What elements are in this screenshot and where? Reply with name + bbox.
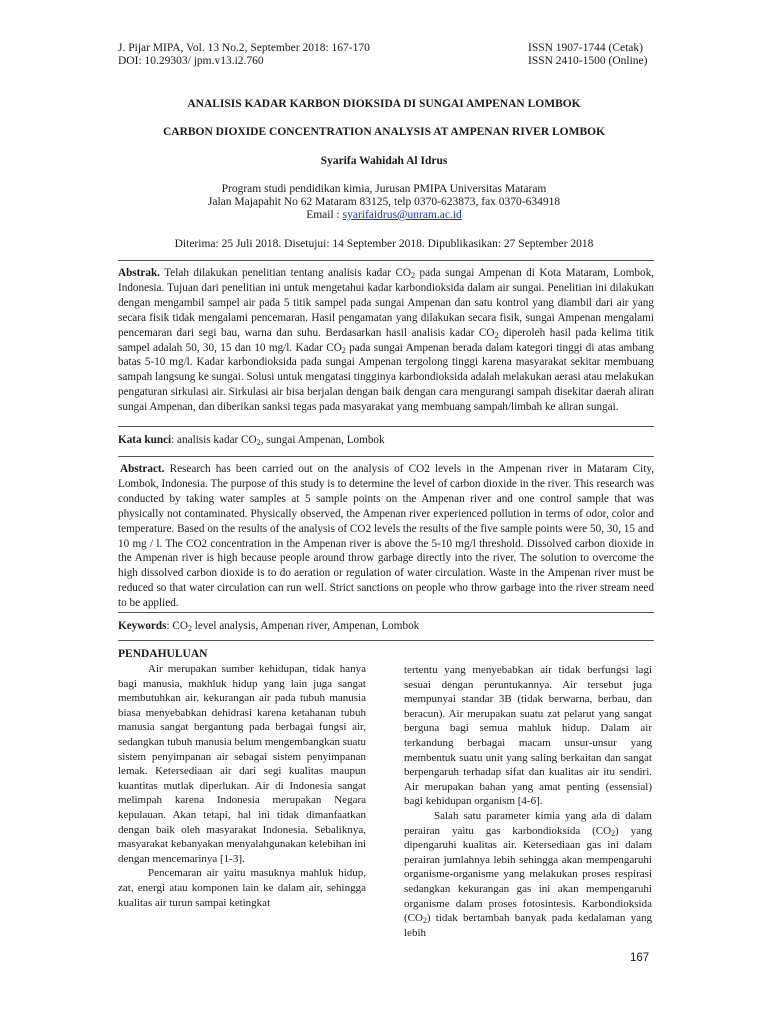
section-title: PENDAHULUAN — [118, 648, 208, 660]
body-column-right — [404, 663, 652, 940]
page-number: 167 — [630, 952, 650, 964]
issn-online: ISSN 2410-1500 (Online) — [528, 55, 648, 67]
journal-header-right — [528, 42, 647, 68]
issn-print: ISSN 1907-1744 (Cetak) — [528, 42, 643, 54]
divider — [118, 260, 654, 261]
journal-header-left — [118, 42, 370, 68]
journal-citation: J. Pijar MIPA, Vol. 13 No.2, September 2018: 167-170 — [118, 42, 370, 54]
email-line — [0, 209, 768, 221]
body-paragraph: tertentu yang menyebabkan air tidak berfungsi lagi sesuai dengan peruntukannya. Air tersebut juga mempunyai standar 3B (tidak berwarna, berbau, dan beracun). Air merupakan suatu zat pelarut yang sangat berguna bagi semua mahluk hidup. Dalam air terkandung berbagai macam unsur-unsur yang membentuk suatu unit yang saling berkaitan dan sangat berpengaruh terhadap sifat dan kualitas air itu sendiri. Air merupakan bahan yang amat penting (essensial) bagi kehidupan organism [4-6]. — [404, 664, 652, 808]
abstrak-paragraph: Abstrak. Telah dilakukan penelitian tentang analisis kadar $CO_2$ pada sungai Ampenan di Kota Mataram, Lombok, Indonesia. Tujuan dari penelitian ini untuk mengetahui kadar karbondioksida dalam air sungai. Penelitian ini dilakukan dengan mengambil sampel air pada 5 titik sampel pada sungai Ampenan dan satu kontrol yang diambil dari air yang secara fisik tidak mengalami pencemaran. Hasil pengamatan yang dilakukan secara fisik, sungai Ampenan mengalami pencemaran dari segi bau, warna dan suhu. Berdasarkan hasil analisis kadar $CO_2$ diperoleh hasil pada kelima titik sampel adalah 50, 30, 15 dan 10 mg/l. Kadar $CO_2$ pada sungai Ampenan berada dalam kategori tinggi di atas ambang batas 5-10 mg/l. Kadar karbondioksida pada sungai Ampenan tergolong tinggi karena masyarakat sekitar membuang sampah langsung ke sungai. Solusi untuk mengatasi tingginya karbondioksida adalah melakukan aerasi atau melakukan pengaturan sirkulasi air. Sirkulasi air bisa berjalan dengan baik dengan cara mengurangi sampah disekitar daerah aliran sungai Ampenan, dan diberikan sanksi tegas pada masyarakat yang membuang sampah/limbah ke aliran sungai. — [118, 267, 654, 414]
title-indonesian: ANALISIS KADAR KARBON DIOKSIDA DI SUNGAI AMPENAN LOMBOK — [187, 98, 581, 110]
abstrak-label: Abstrak. — [118, 267, 160, 279]
kata-kunci-label: Kata kunci — [118, 434, 172, 446]
divider — [118, 612, 654, 613]
dates-line: Diterima: 25 Juli 2018. Disetujui: 14 September 2018. Dipublikasikan: 27 September 2018 — [174, 238, 594, 250]
abstract-english-paragraph: Abstract. Research has been carried out on the analysis of CO2 levels in the Ampenan river in Mataram City, Lombok, Indonesia. The purpose of this study is to determine the level of carbon dioxide in the river. This research was conducted by taking water samples at 5 sample points on the Ampenan river and one control sample that was physically not contaminated. Physically observed, the Ampenan river experienced pollution in terms of odor, color and temperature. Based on the results of the analysis of CO2 levels the results of the five sample points were 50, 30, 15 and 10 mg / l. The CO2 concentration in the Ampenan river is above the 5-10 mg/l threshold. Dissolved carbon dioxide in the Ampenan river is high because people around throw garbage directly into the river. The solution to overcome the high dissolved carbon dioxide is to do aeration or regulation of water circulation. Waste in the Ampenan river must be reduced so that water circulation can run well. Strict sanctions on people who throw garbage into the river stream need to be applied. — [118, 463, 654, 610]
divider — [118, 640, 654, 641]
email-link[interactable]: syarifaidrus@unram.ac.id — [342, 209, 462, 221]
keywords-line: Keywords: $CO_2$ level analysis, Ampenan river, Ampenan, Lombok — [118, 620, 420, 634]
body-column-left — [118, 662, 366, 910]
kata-kunci-line: Kata kunci: analisis kadar $CO_2$, sungai Ampenan, Lombok — [118, 434, 385, 448]
divider — [118, 426, 654, 427]
body-paragraph: Air merupakan sumber kehidupan, tidak hanya bagi manusia, makhluk hidup yang lain juga sangat membutuhkan air. kekurangan air pada tubuh manusia biasa menyebabkan dehidrasi karena ketahanan tubuh manusia sangat bergantung pada berbagai fungsi air, sedangkan tubuh manusia belum mengembangkan suatu sistem penyimpanan air sebagai sistem penyimpanan lemak. Ketersediaan air dari segi kualitas maupun kuantitas mutlak diperlukan. Air di Indonesia sangat melimpah karena Indonesia merupakan Negara kepulauan. Akan tetapi, hal ini tidak dimanfaatkan dengan baik oleh masyarakat Indonesia. Sebaliknya, masyarakat kebanyakan menyalahgunakan kelebihan ini dengan mencemarinya [1-3]. — [118, 663, 367, 865]
abstract-label: Abstract. — [120, 463, 165, 475]
doi-text: DOI: 10.29303/ jpm.v13.i2.760 — [118, 55, 264, 67]
affiliation-line-1: Program studi pendidikan kimia, Jurusan PMIPA Universitas Mataram — [221, 183, 547, 195]
body-paragraph: Salah satu parameter kimia yang ada di dalam perairan yaitu gas karbondioksida $(CO_2)$ yang dipengaruhi kualitas air. Ketersediaan gas ini dalam perairan jumlahnya lebih sehingga akan mempengaruhi organisme-organisme yang melakukan proses respirasi sedangkan kekurangan gas ini akan mempengaruhi organisme dalam proses fotosintesis. Karbondioksida $(CO_2)$ tidak bertambah banyak pada kedalaman yang lebih — [404, 809, 653, 939]
title-english: CARBON DIOXIDE CONCENTRATION ANALYSIS AT AMPENAN RIVER LOMBOK — [162, 126, 606, 138]
email-label: Email : — [306, 209, 343, 221]
author-name: Syarifa Wahidah Al Idrus — [320, 155, 448, 167]
divider — [118, 456, 654, 457]
keywords-label: Keywords — [118, 620, 167, 632]
affiliation-line-2: Jalan Majapahit No 62 Mataram 83125, telp 0370-623873, fax 0370-634918 — [207, 196, 561, 208]
body-paragraph: Pencemaran air yaitu masuknya mahluk hidup, zat, energi atau komponen lain ke dalam air, sehingga kualitas air turun sampai ketingkat — [118, 867, 366, 909]
